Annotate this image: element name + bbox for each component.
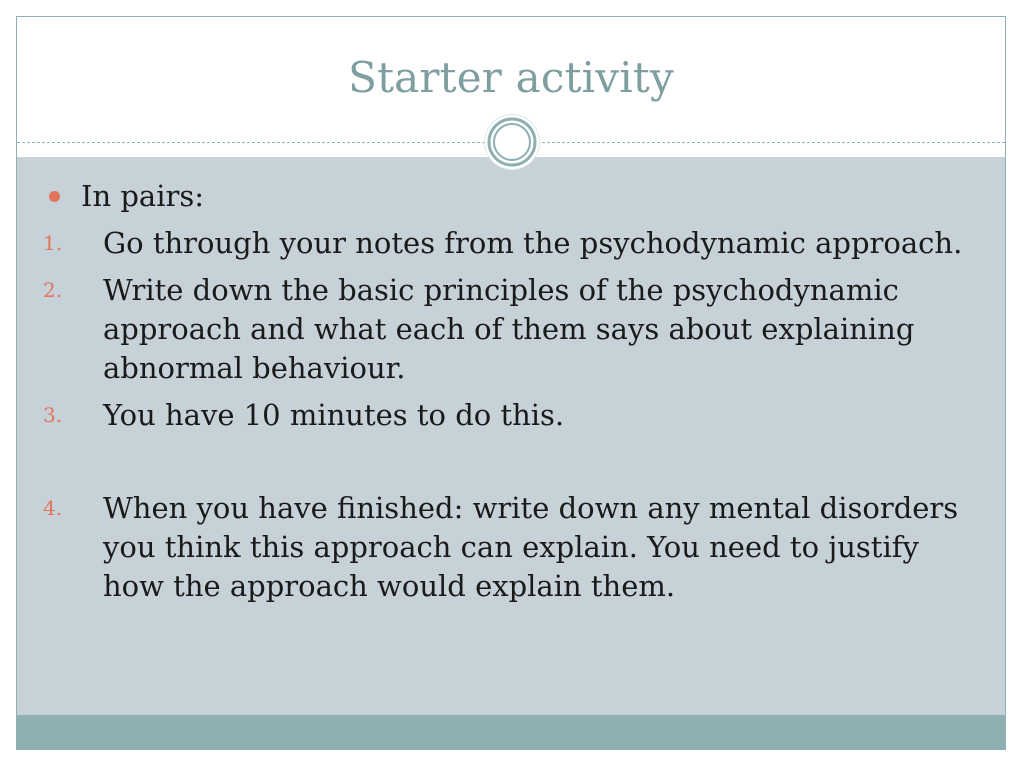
list-text: When you have finished: write down any mental disorders you think this approach can explain. You need to justify how the approach would explain them. — [103, 491, 959, 603]
list-number: 4. — [43, 496, 63, 520]
list-item — [43, 271, 988, 388]
list-text: Go through your notes from the psychodynamic approach. — [103, 226, 963, 260]
ring-icon-svg — [485, 115, 539, 169]
slide-body — [43, 177, 988, 614]
list-number: 1. — [43, 231, 63, 255]
bullet-dot-icon — [49, 191, 60, 202]
list-spacer — [43, 443, 988, 489]
slide — [16, 16, 1006, 750]
list-item — [43, 224, 988, 263]
footer-bar — [17, 715, 1005, 749]
list-text: Write down the basic principles of the psychodynamic approach and what each of them says about explaining abnormal behaviour. — [103, 273, 915, 385]
slide-title: Starter activity — [348, 53, 674, 102]
list-number: 2. — [43, 278, 63, 302]
list-text: You have 10 minutes to do this. — [103, 398, 565, 432]
list-item — [43, 489, 988, 606]
intro-text: In pairs: — [81, 179, 204, 213]
intro-bullet — [43, 177, 988, 216]
list-number: 3. — [43, 403, 63, 427]
list-item — [43, 396, 988, 435]
ring-icon — [485, 115, 539, 169]
